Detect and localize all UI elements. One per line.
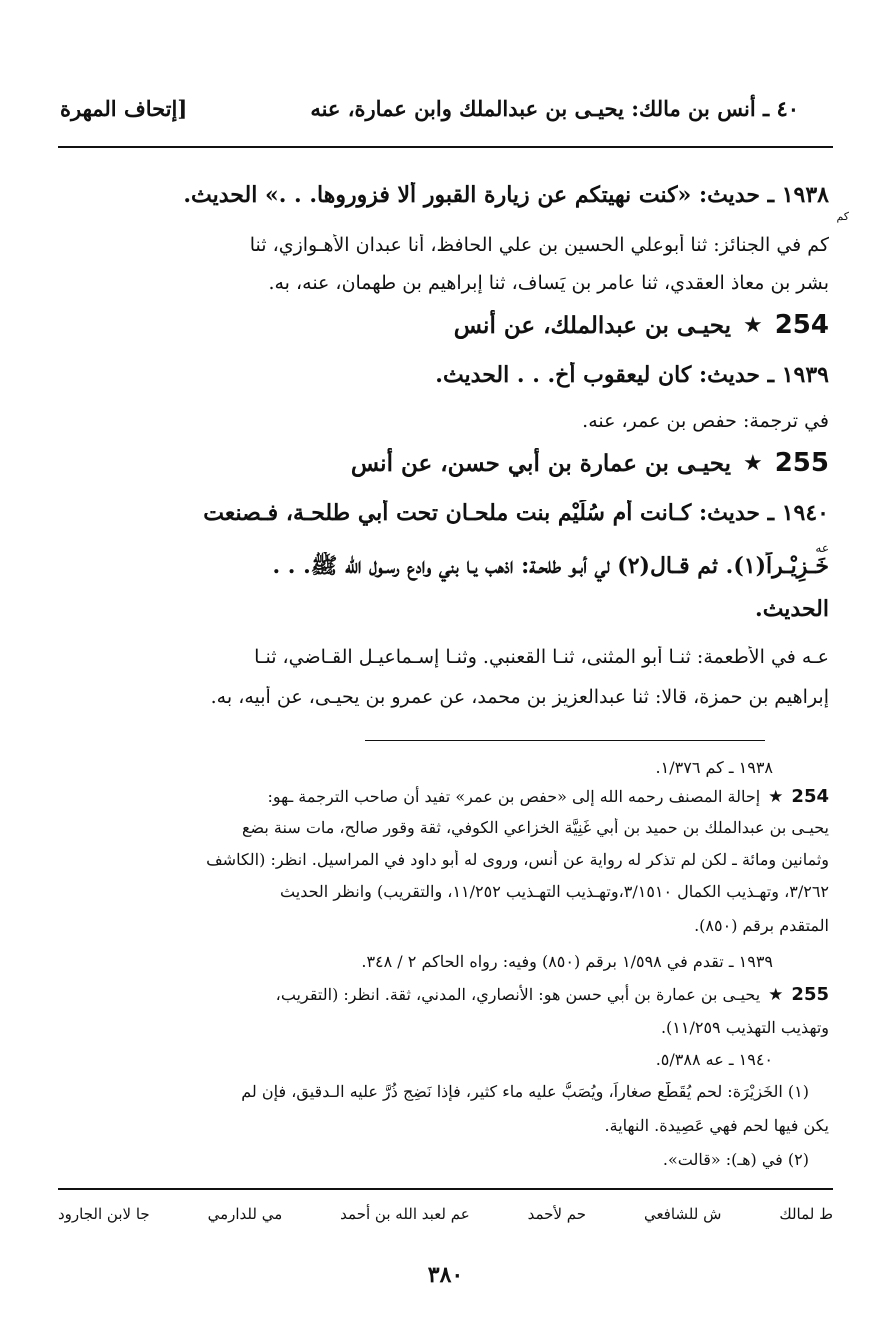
- section-254-heading: [60, 310, 829, 340]
- abbreviation-item: حم لأحمد: [527, 1205, 587, 1223]
- footnote-255-number: 255: [791, 984, 829, 1005]
- page-number: ٣٨٠: [427, 1262, 464, 1288]
- running-header-book: [إتحاف المهرة: [60, 96, 188, 121]
- star-icon: ★: [768, 984, 784, 1005]
- section-255-number: 255: [774, 448, 829, 478]
- abbreviation-item: ط لمالك: [779, 1205, 833, 1223]
- abbreviations-key: [58, 1205, 833, 1223]
- star-icon: ★: [742, 450, 763, 476]
- footnote-254-number: 254: [791, 786, 829, 807]
- footnote-divider: [365, 740, 765, 741]
- hadith-1939-text: في ترجمة: حفص بن عمر، عنه.: [582, 410, 829, 432]
- footnote-1940: ١٩٤٠ ـ عه ٥/٣٨٨.: [655, 1050, 773, 1069]
- abbreviation-item: جا لابن الجارود: [58, 1205, 150, 1223]
- footnote-2: (٢) في (هـ): «قالت».: [662, 1150, 809, 1169]
- header-divider: [58, 146, 833, 148]
- hadith-1938-text-line-2: بشر بن معاذ العقدي، ثنا عامر بن يَساف، ثنا إبراهيم بن طهمان، عنه، به.: [268, 272, 829, 294]
- margin-siglum-km: كم: [836, 210, 849, 223]
- hadith-1940-heading-line-1: ١٩٤٠ ـ حديث: كـانت أم سُلَيْم بنت ملحـان تحت أبي طلحـة، فـصنعت: [203, 500, 829, 526]
- footnote-254-line-1: [60, 786, 829, 807]
- footnote-254-line-5: المتقدم برقم (٨٥٠).: [694, 916, 829, 935]
- footnote-255-line-2: وتهذيب التهذيب ١١/٢٥٩).: [660, 1018, 829, 1037]
- footnote-1938: ١٩٣٨ ـ كم ١/٣٧٦.: [655, 758, 773, 777]
- footnote-254-text-1: إحالة المصنف رحمه الله إلى «حفص بن عمر» تفيد أن صاحب الترجمة ـهو:: [267, 787, 761, 806]
- section-254-title: يحيـى بن عبدالملك، عن أنس: [453, 311, 731, 339]
- margin-siglum-ah: عه: [815, 541, 829, 555]
- footnote-255-text-1: يحيـى بن عمارة بن أبي حسن هو: الأنصاري، المدني، ثقة. انظر: (التقريب،: [275, 985, 761, 1004]
- abbreviation-item: ش للشافعي: [643, 1205, 722, 1223]
- footnote-255-line-1: [60, 984, 829, 1005]
- hadith-1938-heading: ١٩٣٨ ـ حديث: «كنت نهيتكم عن زيارة القبور ألا فزوروها. . .» الحديث.: [183, 182, 829, 208]
- footnote-1-line-2: يكن فيها لحم فهي عَصِيدة. النهاية.: [604, 1116, 829, 1135]
- footnote-1-line-1: (١) الخَزِيْرَة: لحم يُقَطّع صغاراً، ويُصَبُّ عليه ماء كثير، فإذا نَضِج ذُرَّ عليه الـدقيق، فإن لم: [241, 1082, 809, 1101]
- footnote-254-line-4: ٣/٢٦٢، وتهـذيب الكمال ٣/١٥١٠،وتهـذيب التهـذيب ١١/٢٥٢، والتقريب) وانظر الحديث: [280, 882, 829, 901]
- footnote-1939: ١٩٣٩ ـ تقدم في ١/٥٩٨ برقم (٨٥٠) وفيه: رواه الحاكم ٢ / ٣٤٨.: [361, 952, 773, 971]
- hadith-1939-heading: ١٩٣٩ ـ حديث: كان ليعقوب أخ. . . الحديث.: [435, 362, 829, 388]
- running-header-title: ٤٠ ـ أنس بن مالك: يحيـى بن عبدالملك وابن عمارة، عنه: [310, 96, 799, 121]
- section-255-heading: [60, 448, 829, 478]
- star-icon: ★: [742, 312, 763, 338]
- hadith-1938-text-line-1: كم في الجنائز: ثنا أبوعلي الحسين بن علي الحافظ، أنا عبدان الأهـوازي، ثنا: [249, 234, 829, 256]
- hadith-1940-text-line-1: عـه في الأطعمة: ثنـا أبو المثنى، ثنـا القعنبي. وثنـا إسـماعيـل القـاضي، ثنـا: [254, 646, 829, 668]
- hadith-1940-text-line-2: إبراهيم بن حمزة، قالا: ثنا عبدالعزيز بن محمد، عن عمرو بن يحيـى، عن أبيه، به.: [210, 686, 829, 708]
- footnote-254-line-2: يحيـى بن عبدالملك بن حميد بن أبي غَنِيَّة الخزاعي الكوفي، ثقة وقور صالح، مات سنة بضع: [241, 818, 829, 837]
- hadith-1940-heading-line-3: الحديث.: [755, 596, 829, 622]
- abbreviations-divider: [58, 1188, 833, 1190]
- star-icon: ★: [768, 786, 784, 807]
- footnote-254-line-3: وثمانين ومائة ـ لكن لم تذكر له رواية عن أنس، وروى له أبو داود في المراسيل. انظر: (الكاشف: [206, 850, 829, 869]
- section-254-number: 254: [774, 310, 829, 340]
- abbreviation-item: عم لعبد الله بن أحمد: [340, 1205, 470, 1223]
- section-255-title: يحيـى بن عمارة بن أبي حسن، عن أنس: [350, 449, 731, 477]
- abbreviation-item: مي للدارمي: [207, 1205, 283, 1223]
- hadith-1940-heading-line-2: خَـزِيْـراً(١). ثم قـال(٢) لي أبـو طلحـة: اذهب يـا بني وادع رسـول الله ﷺ. . .: [272, 553, 829, 579]
